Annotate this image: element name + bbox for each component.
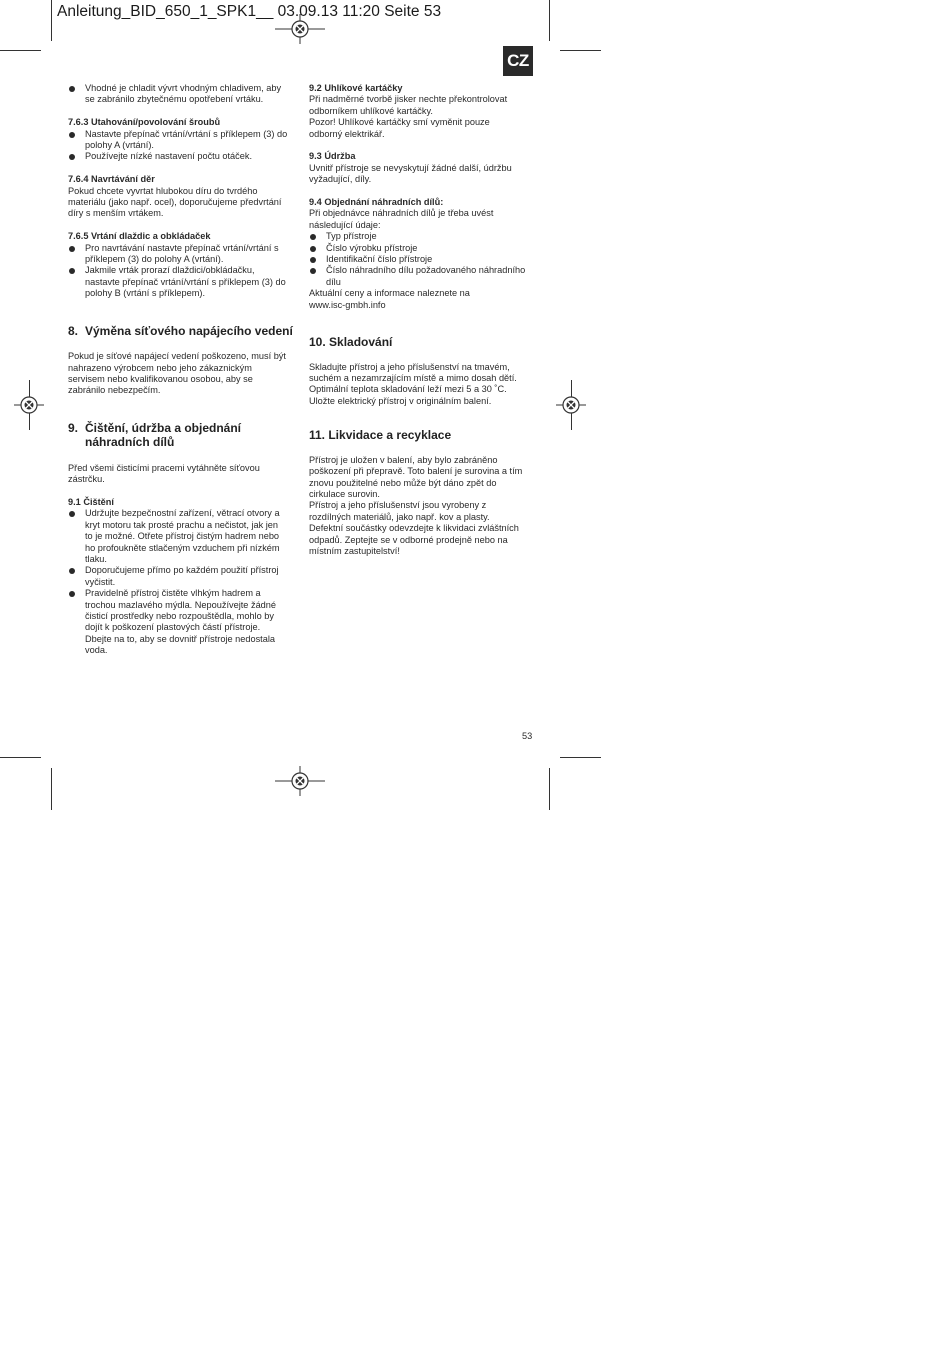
paragraph-line: poškození při přepravě. Toto balení je surovina a tím: [309, 466, 523, 477]
chapter-heading-9: 9. Čištění, údržba a objednání: [68, 420, 242, 435]
bullet-item: Používejte nízké nastavení počtu otáček.: [68, 151, 296, 162]
section-heading: 9.1 Čištění: [68, 497, 114, 507]
bullet-item: Pravidelně přístroj čistěte vlhkým hadrem a trochou mazlavého mýdla. Nepoužívejte žádné čisticí prostředky nebo rozpouštědla, mohlo by dojít k poškození plastových částí přístroje. Dbejte na to, aby se dovnitř přístroje nedostala voda.: [68, 588, 296, 656]
bullet-item: Číslo výrobku přístroje: [309, 243, 541, 254]
crop-mark: [51, 0, 52, 41]
paragraph-line: Před všemi čisticími pracemi vytáhněte síťovou: [68, 462, 260, 473]
bullet-item: Číslo náhradního dílu požadovaného náhradního dílu: [309, 265, 541, 288]
crop-mark: [549, 768, 550, 810]
paragraph-line: Pokud je síťové napájecí vedení poškozeno, musí být: [68, 351, 286, 362]
registration-mark-icon: [556, 390, 586, 420]
paragraph-line: místním zastupitelství!: [309, 545, 400, 556]
section-heading: 7.6.3 Utahování/povolování šroubů: [68, 117, 221, 128]
paragraph-line: zabránilo nebezpečím.: [68, 385, 161, 396]
paragraph-line: Při nadměrné tvorbě jisker nechte překontrolovat: [309, 94, 508, 105]
crop-mark: [560, 50, 601, 51]
paragraph-line: Při objednávce náhradních dílů je třeba uvést: [309, 208, 494, 219]
chapter-heading-8: 8. Výměna síťového napájecího vedení: [68, 323, 293, 338]
paragraph-line: rozdílných materiálů, jako např. kov a plasty.: [309, 511, 490, 522]
paragraph-line: Defektní součástky odevzdejte k likvidaci zvláštních: [309, 523, 519, 534]
crop-mark: [0, 757, 41, 758]
bullet-item: Doporučujeme přímo po každém použití přístroj vyčistit.: [68, 565, 296, 588]
bullet-item: Nastavte přepínač vrtání/vrtání s příklepem (3) do polohy A (vrtání).: [68, 129, 296, 152]
paragraph-line: Aktuální ceny a informace naleznete na: [309, 288, 470, 299]
paragraph-line: Uložte elektrický přístroj v originálním balení.: [309, 395, 492, 406]
paragraph-line: následující údaje:: [309, 219, 381, 230]
bullet-item: Vhodné je chladit vývrt vhodným chladivem, aby se zabránilo zbytečnému opotřebení vrtáku.: [68, 83, 296, 106]
crop-mark: [549, 0, 550, 41]
paragraph-line: Skladujte přístroj a jeho příslušenství na tmavém,: [309, 361, 510, 372]
chapter-heading-10: 10. Skladování: [309, 335, 393, 350]
bullet-item: Pro navrtávání nastavte přepínač vrtání/vrtání s příklepem (3) do polohy A (vrtání).: [68, 243, 296, 266]
paragraph-line: odborný elektrikář.: [309, 128, 385, 139]
paragraph-line: nahrazeno výrobcem nebo jeho zákaznickým: [68, 362, 252, 373]
paragraph-line: Optimální teplota skladování leží mezi 5 a 30 ˚C.: [309, 384, 507, 395]
paragraph-line: materiálu (jako např. ocel), doporučujeme předvrtání: [68, 197, 282, 208]
section-heading: 9.4 Objednání náhradních dílů:: [309, 197, 444, 208]
crop-mark: [51, 768, 52, 810]
paragraph-line: odborníkem uhlíkové kartáčky.: [309, 105, 433, 116]
bullet-item: Identifikační číslo přístroje: [309, 254, 541, 265]
crop-mark: [0, 50, 41, 51]
page-number: 53: [522, 731, 533, 741]
paragraph-line: Přístroj a jeho příslušenství jsou vyrobeny z: [309, 500, 487, 511]
chapter-heading-9-line2: náhradních dílů: [85, 435, 175, 450]
right-column: [309, 83, 541, 557]
bullet-item: Jakmile vrták prorazí dlaždici/obkládačku, nastavte přepínač vrtání/vrtání s příklepem (3) do polohy B (vrtání s příklepem).: [68, 265, 296, 299]
paragraph-line: znovu použitelné nebo může být dáno zpět do: [309, 477, 497, 488]
paragraph-line: Pozor! Uhlíkové kartáčky smí vyměnit pouze: [309, 117, 490, 128]
registration-mark-icon: [275, 766, 325, 796]
crop-mark: [560, 757, 601, 758]
paragraph-line: Uvnitř přístroje se nevyskytují žádné další, údržbu: [309, 162, 512, 173]
bullet-item: Udržujte bezpečnostní zařízení, větrací otvory a kryt motoru tak prosté prachu a nečistot, jak jen to je možné. Otřete přístroj čistým hadrem nebo ho profoukněte stlačeným vzduchem při nízkém tlaku.: [68, 508, 296, 565]
registration-mark-icon: [14, 390, 44, 420]
paragraph-line: Pokud chcete vyvrtat hlubokou díru do tvrdého: [68, 185, 258, 196]
paragraph-line: Přístroj je uložen v balení, aby bylo zabráněno: [309, 454, 498, 465]
paragraph-line: zástrčku.: [68, 474, 105, 485]
paragraph-line: odpadů. Zeptejte se v odborné prodejně nebo na: [309, 534, 508, 545]
paragraph-line: cirkulace surovin.: [309, 488, 380, 499]
section-heading: 9.2 Uhlíkové kartáčky: [309, 83, 403, 93]
chapter-heading-11: 11. Likvidace a recyklace: [309, 428, 452, 443]
left-column: [68, 83, 296, 657]
language-badge: CZ: [503, 46, 533, 76]
print-header: Anleitung_BID_650_1_SPK1__ 03.09.13 11:20 Seite 53: [57, 3, 442, 20]
paragraph-line: díry s menším vrtákem.: [68, 208, 164, 219]
bullet-item: Typ přístroje: [309, 231, 541, 242]
paragraph-line: servisem nebo kvalifikovanou osobou, aby se: [68, 373, 253, 384]
paragraph-line: suchém a nezamrzajícím místě a mimo dosah dětí.: [309, 373, 517, 383]
section-heading: 7.6.4 Navrtávání děr: [68, 174, 155, 185]
website-link: www.isc-gmbh.info: [309, 299, 386, 310]
section-heading: 9.3 Údržba: [309, 151, 356, 162]
paragraph-line: vyžadující, díly.: [309, 174, 372, 185]
section-heading: 7.6.5 Vrtání dlaždic a obkládaček: [68, 231, 211, 242]
registration-mark-icon: [275, 14, 325, 44]
